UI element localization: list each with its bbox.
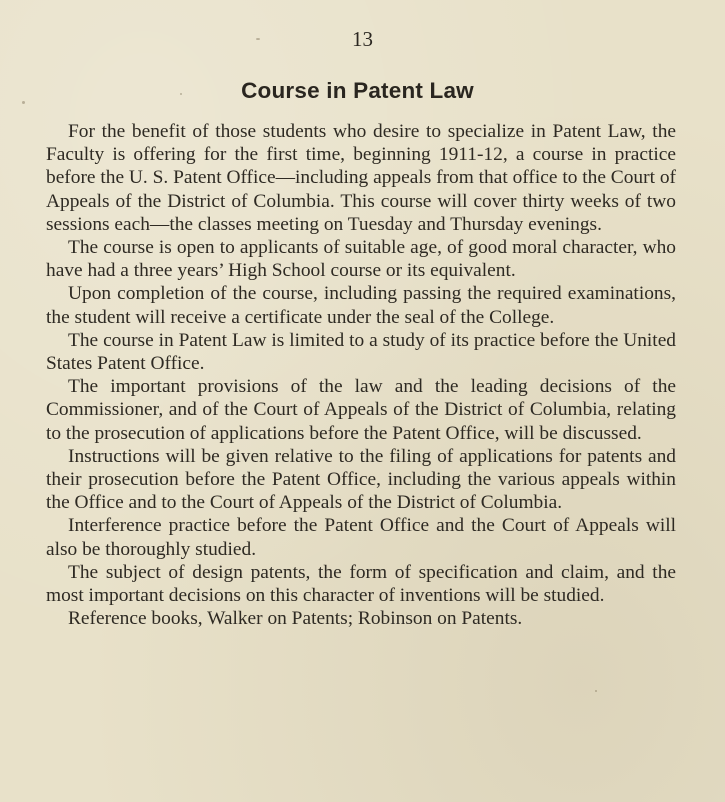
paragraph-scope: The course in Patent Law is limited to a study of its practice before the United States Patent Office. [46,329,676,375]
body-text [46,120,676,630]
paragraph-reference-books: Reference books, Walker on Patents; Robinson on Patents. [68,608,523,630]
paragraph-provisions: The important provisions of the law and the leading decisions of the Commissioner, and of the Court of Appeals of the District of Columbia, relating to the prosecution of applications before the Patent Office, will be discussed. [46,376,676,444]
page-number: 13 [352,27,373,51]
paragraph-design-patents: The subject of design patents, the form of specification and claim, and the most important decisions on this character of inventions will be studied. [46,561,676,607]
paper-speck [595,690,597,692]
paragraph-instructions: Instructions will be given relative to the filing of applications for patents and their prosecution before the Patent Office, including the various appeals within the Office and to the Court of Appeals of the District of Columbia. [46,445,676,514]
paper-speck [22,101,25,104]
paragraph-eligibility: The course is open to applicants of suitable age, of good moral character, who have had a three years’ High School course or its equivalent. [46,237,676,282]
paper-speck [180,93,182,95]
paragraph-interference: Interference practice before the Patent Office and the Court of Appeals will also be thoroughly studied. [46,515,676,560]
page-title: Course in Patent Law [241,78,474,103]
paragraph-certificate: Upon completion of the course, including passing the required examinations, the student will receive a certificate under the seal of the College. [46,283,676,328]
paper-speck [256,38,260,40]
paragraph-intro: For the benefit of those students who desire to specialize in Patent Law, the Faculty is offering for the first time, beginning 1911-12, a course in practice before the U. S. Patent Office—including appeals from that office to the Court of Appeals of the District of Columbia. This course will cover thirty weeks of two sessions each—the classes meeting on Tuesday and Thursday evenings. [46,121,676,235]
